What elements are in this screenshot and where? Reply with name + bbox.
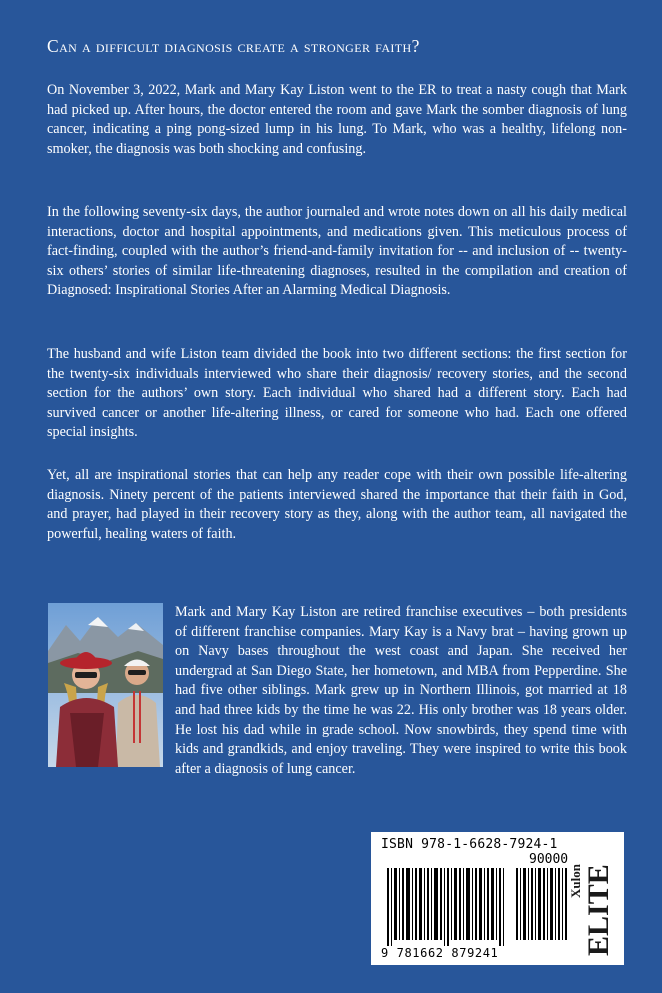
- description-paragraph-1: On November 3, 2022, Mark and Mary Kay Liston went to the ER to treat a nasty cough that Mark had picked up. After hours, the doctor entered the room and gave Mark the somber diagnosis of lung cancer, indicating a ping pong-sized lump in his lung. To Mark, who was a healthy, lifelong non-smoker, the diagnosis was both shocking and confusing.: [47, 82, 627, 157]
- description-paragraph-3: The husband and wife Liston team divided the book into two different sections: the first section for the twenty-six individuals interviewed who share their diagnosis/ recovery stories, and the second section for the authors’ own story. Each individual who shared had a different story. Each had survived cancer or another life-altering illness, or cared for someone who had. Each one offered special insights.: [47, 346, 627, 441]
- isbn-barcode-box: [371, 832, 624, 965]
- author-bio-text: Mark and Mary Kay Liston are retired franchise executives – both presidents of different franchise companies. Mary Kay is a Navy brat – having grown up on Navy bases throughout the west coast and Japan. She received her undergrad at San Diego State, her hometown, and MBA from Pepperdine. She had five other siblings. Mark grew up in Northern Illinois, got married at 18 and had three kids by the time he was 22. His only brother was 18 years older. He lost his dad while in grade school. Now snowbirds, they spend time with kids and grandkids, and enjoy traveling. They were inspired to write this book after a diagnosis of lung cancer.: [175, 604, 627, 777]
- publisher-logo-line2: ELITE: [582, 864, 615, 956]
- ean-barcode: [387, 868, 511, 946]
- price-code: 90000: [529, 852, 569, 867]
- headline: Can a difficult diagnosis create a stronger faith?: [47, 36, 420, 56]
- publisher-logo-line1: Xulon: [568, 864, 583, 898]
- description-paragraph-2: In the following seventy-six days, the author journaled and wrote notes down on all his daily medical interactions, doctor and hospital appointments, and medications given. This meticulous process of fact-finding, coupled with the author’s friend-and-family invitation for -- and inclusion of -- twenty-six others’ stories of similar life-threatening diagnoses, resulted in the compilation and creation of Diagnosed: Inspirational Stories After an Alarming Medical Diagnosis.: [47, 204, 627, 299]
- publisher-logo: [568, 838, 618, 960]
- ean-digits: 9 781662 879241: [381, 946, 499, 960]
- description-paragraph-4: Yet, all are inspirational stories that can help any reader cope with their own possible life-altering diagnosis. Ninety percent of the patients interviewed shared the importance that their faith in God, and prayer, had played in their recovery story as they, along with the author team, all navigated the powerful, healing waters of faith.: [47, 467, 627, 542]
- author-bio: [47, 603, 627, 779]
- price-barcode: [516, 868, 568, 940]
- isbn-label: ISBN 978-1-6628-7924-1: [381, 837, 558, 852]
